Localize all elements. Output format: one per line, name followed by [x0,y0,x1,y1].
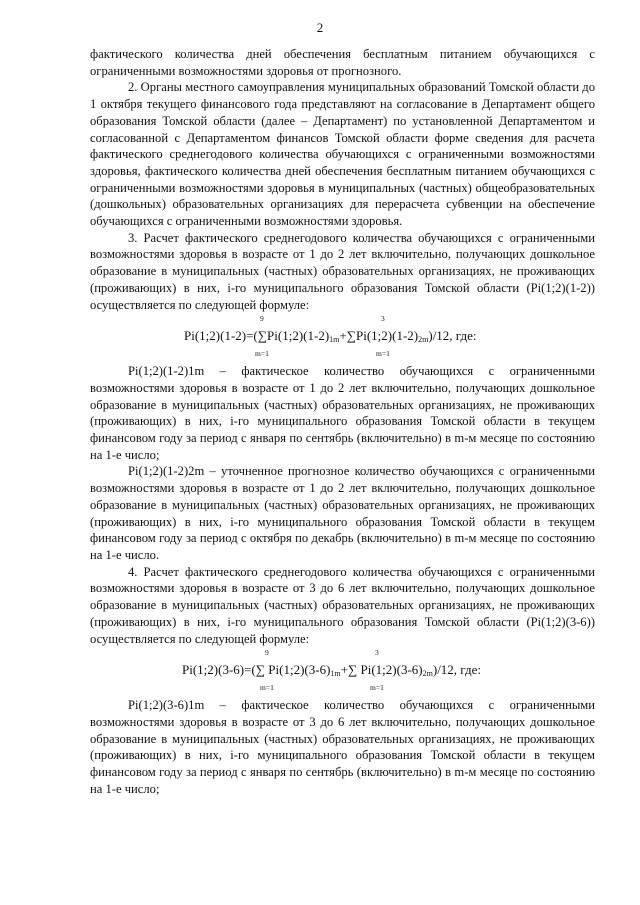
formula-subscript-1: 1m [330,669,341,679]
formula-tail: )/12, где: [428,328,477,344]
formula-plus: + [339,328,347,344]
formula2-expression [182,662,481,679]
formula-term-2: Pi(1;2)(3-6) [357,662,423,678]
formula-tail: )/12, где: [432,662,481,678]
page-number: 2 [316,20,324,35]
sum-symbol-2: ∑ [347,662,358,678]
formula-term-2: Pi(1;2)(1-2) [356,328,419,344]
sum-symbol-2: ∑ [346,328,357,344]
formula-lhs: Pi(1;2)(1-2)=( [184,328,258,344]
sum-upper-limit-2: 3 [375,648,379,658]
formula-subscript-2: 2m [418,335,429,345]
formula-subscript-1: 1m [329,335,340,345]
paragraph: 2. Органы местного самоуправления муниципальных образований Томской области до 1 октября текущего финансового года представляют на согласование в Департамент общего образования Томской области (далее – Департамент) по установленной Департаментом и согласованной с Департаментом финансов Томской области форме сведения для расчета фактического среднегодового количества обучающихся с ограниченными возможностями здоровья, фактического количества дней обеспечения бесплатным питанием обучающихся с ограниченными возможностями здоровья в муниципальных (частных) общеобразовательных (дошкольных) образовательных организациях для перерасчета субвенции на обеспечение обучающихся с ограниченными возможностями здоровья. [90,80,595,229]
paragraph: Pi(1;2)(1-2)2m – уточненное прогнозное количество обучающихся с ограниченными возможностями здоровья в возрасте от 1 до 2 лет включительно, получающих дошкольное образование в муниципальных (частных) образовательных организациях, не проживающих (проживающих) в них, i-го муниципального образования Томской области в текущем финансовом году за период с октября по декабрь (включительно) в m-м месяце по состоянию на 1-е число. [90,464,595,562]
paragraph: Pi(1;2)(1-2)1m – фактическое количество обучающихся с ограниченными возможностями здоровья в возрасте от 1 до 2 лет включительно, получающих дошкольное образование в муниципальных (частных) образовательных организациях, не проживающих (проживающих) в них, i-го муниципального образования Томской области в текущем финансовом году за период с января по сентябрь (включительно) в m-м месяце по состоянию на 1-е число; [90,364,595,462]
formula1-expression [184,328,476,345]
formula-term-1: Pi(1;2)(1-2) [267,328,330,344]
sum-symbol-1: ∑ [255,662,266,678]
formula-lhs: Pi(1;2)(3-6)=( [182,662,256,678]
paragraph: Pi(1;2)(3-6)1m – фактическое количество обучающихся с ограниченными возможностями здоровья в возрасте от 3 до 6 лет включительно, получающих дошкольное образование в муниципальных (частных) образовательных организациях, не проживающих (проживающих) в них, i-го муниципального образования Томской области в текущем финансовом году за период с января по сентябрь (включительно) в m-м месяце по состоянию на 1-е число; [90,698,595,796]
document-body [90,46,595,797]
sum-upper-limit-1: 9 [265,648,269,658]
paragraph: фактического количества дней обеспечения бесплатным питанием обучающихся с ограниченными возможностями здоровья от прогнозного. [90,47,595,78]
sum-lower-limit-1: m=1 [260,683,274,693]
formula1-block [90,315,595,359]
sum-upper-limit-1: 9 [260,314,264,324]
formula-plus: + [340,662,348,678]
formula-term-1: Pi(1;2)(3-6) [265,662,331,678]
paragraph: 3. Расчет фактического среднегодового количества обучающихся с ограниченными возможностями здоровья в возрасте от 1 до 2 лет включительно, получающих дошкольное образование в муниципальных (частных) образовательных организациях, не проживающих (проживающих) в них, i-го муниципального образования Томской области (Pi(1;2)(1-2)) осуществляется по следующей формуле: [90,230,595,312]
sum-lower-limit-2: m=1 [370,683,384,693]
paragraph: 4. Расчет фактического среднегодового количества обучающихся с ограниченными возможностями здоровья в возрасте от 3 до 6 лет включительно, получающих дошкольное образование в муниципальных (частных) образовательных организациях, не проживающих (проживающих) в них, i-го муниципального образования Томской области (Pi(1;2)(3-6)) осуществляется по следующей формуле: [90,564,595,646]
sum-lower-limit-1: m=1 [255,349,269,359]
formula2-block [90,649,595,693]
formula-subscript-2: 2m [422,669,433,679]
sum-upper-limit-2: 3 [381,314,385,324]
sum-lower-limit-2: m=1 [376,349,390,359]
sum-symbol-1: ∑ [257,328,268,344]
